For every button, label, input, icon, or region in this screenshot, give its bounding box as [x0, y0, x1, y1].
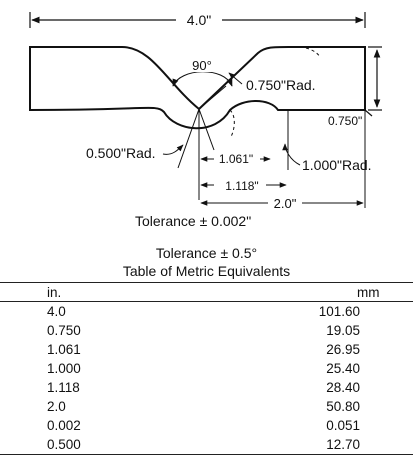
cell-mm: 28.40	[326, 380, 360, 395]
offset-2-label: 1.118"	[225, 179, 259, 193]
table-title: Table of Metric Equivalents	[122, 263, 291, 279]
table-row	[0, 378, 413, 397]
cell-inches: 4.0	[47, 304, 66, 319]
cell-mm: 26.95	[326, 342, 360, 357]
cell-inches: 0.750	[47, 323, 81, 338]
height-label: 0.750"	[328, 114, 363, 128]
radius-top-label: 0.750"Rad.	[246, 77, 316, 93]
table-row	[0, 321, 413, 340]
table-row	[0, 435, 413, 455]
table-row	[0, 397, 413, 416]
table-row	[0, 416, 413, 435]
tolerance-linear: Tolerance ± 0.002"	[135, 213, 252, 229]
cell-mm: 50.80	[326, 399, 360, 414]
angle-arc	[173, 72, 232, 86]
cell-mm: 25.40	[326, 361, 360, 376]
cell-mm: 101.60	[318, 304, 360, 319]
radius-right-label: 1.000"Rad.	[302, 157, 372, 173]
table-header-row	[0, 283, 413, 302]
radius-right-leader	[285, 144, 300, 165]
cell-inches: 0.500	[47, 437, 81, 452]
table-row	[0, 302, 413, 322]
cell-mm: 0.051	[326, 418, 360, 433]
cell-inches: 1.000	[47, 361, 81, 376]
cell-inches: 0.002	[47, 418, 81, 433]
radius-small-label: 0.500"Rad.	[86, 145, 156, 161]
metric-equivalents-table	[0, 282, 413, 455]
header-inches: in.	[47, 284, 62, 300]
table-row	[0, 359, 413, 378]
cell-mm: 19.05	[326, 323, 360, 338]
width-label: 4.0"	[186, 12, 212, 28]
cell-inches: 1.118	[47, 380, 80, 395]
angle-label: 90°	[192, 58, 212, 73]
table-row	[0, 340, 413, 359]
offset-1-label: 1.061"	[218, 152, 254, 166]
radius-small-leader	[163, 145, 183, 154]
cell-inches: 1.061	[47, 342, 81, 357]
tolerance-angle: Tolerance ± 0.5°	[155, 245, 258, 261]
cell-inches: 2.0	[47, 399, 66, 414]
height-dimension	[365, 47, 382, 116]
header-mm: mm	[357, 284, 380, 300]
offset-3-label: 2.0"	[273, 196, 297, 211]
cell-mm: 12.70	[326, 437, 360, 452]
